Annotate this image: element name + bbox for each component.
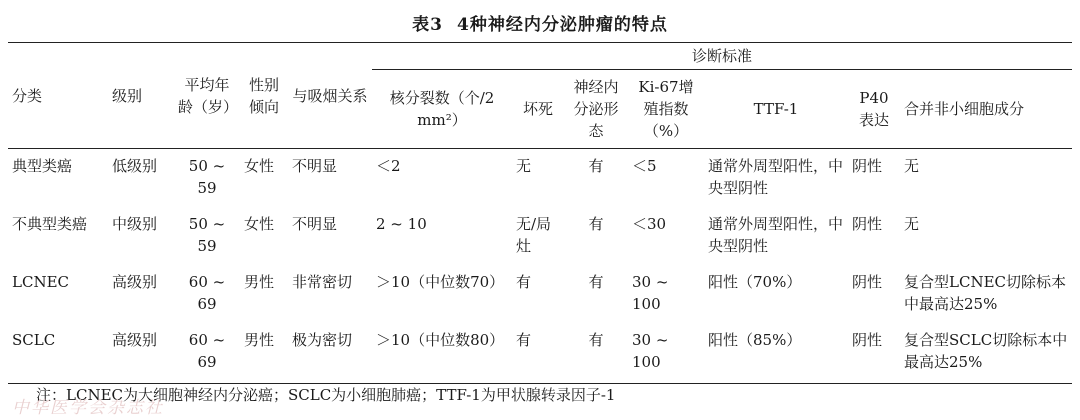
cell-ne: 有 bbox=[588, 157, 604, 175]
cell-type: SCLC bbox=[8, 323, 108, 384]
cell-gender: 男性 bbox=[240, 323, 288, 384]
cell-ttf1: 阳性（85%） bbox=[704, 323, 848, 384]
cell-smoking: 不明显 bbox=[292, 215, 338, 233]
cell-p40: 阴性 bbox=[852, 157, 883, 175]
cell-type: 典型类癌 bbox=[12, 157, 73, 175]
header-diagnosis: 诊断标准 bbox=[372, 43, 1072, 70]
cell-mitosis: ＞10（中位数70） bbox=[376, 273, 505, 291]
cell-p40: 阴性 bbox=[852, 215, 883, 233]
cell-ki67: 30 ~ 100 bbox=[632, 273, 669, 313]
table-footnote: 注：LCNEC为大细胞神经内分泌癌；SCLC为小细胞肺癌；TTF-1为甲状腺转录因子-1 bbox=[36, 386, 616, 404]
table-caption bbox=[0, 10, 1080, 35]
header-gender: 性别倾向 bbox=[240, 43, 288, 149]
table-row bbox=[8, 323, 1072, 384]
cell-necrosis: 无 bbox=[516, 157, 532, 175]
header-ne-morphology: 神经内分泌形态 bbox=[564, 70, 628, 149]
table-row bbox=[8, 265, 1072, 323]
header-classification: 分类 bbox=[8, 43, 108, 149]
header-ki67: Ki-67增殖指数（%） bbox=[628, 70, 704, 149]
cell-smoking: 极为密切 bbox=[288, 323, 372, 384]
cell-nsclc: 无 bbox=[904, 215, 920, 233]
cell-ttf1: 通常外周型阳性，中央型阴性 bbox=[708, 215, 844, 255]
cell-smoking: 不明显 bbox=[292, 157, 338, 175]
cell-gender: 男性 bbox=[244, 273, 275, 291]
header-ttf1: TTF-1 bbox=[704, 70, 848, 149]
cell-necrosis: 有 bbox=[512, 323, 564, 384]
neuroendocrine-tumor-table bbox=[8, 42, 1072, 384]
cell-nsclc: 复合型SCLC切除标本中最高达25% bbox=[900, 323, 1072, 384]
cell-p40: 阴性 bbox=[852, 273, 883, 291]
cell-ttf1: 通常外周型阳性，中央型阴性 bbox=[708, 157, 844, 197]
cell-ne: 有 bbox=[564, 323, 628, 384]
cell-necrosis: 有 bbox=[516, 273, 532, 291]
cell-ki67: 30 ~ 100 bbox=[628, 323, 704, 384]
cell-ki67: ＜30 bbox=[632, 215, 667, 233]
cell-gender: 女性 bbox=[244, 215, 275, 233]
header-necrosis: 坏死 bbox=[512, 70, 564, 149]
table-row bbox=[8, 149, 1072, 208]
cell-nsclc: 复合型LCNEC切除标本中最高达25% bbox=[904, 273, 1066, 313]
cell-nsclc: 无 bbox=[904, 157, 920, 175]
header-nsclc: 合并非小细胞成分 bbox=[900, 70, 1072, 149]
cell-ne: 有 bbox=[588, 273, 604, 291]
cell-p40: 阴性 bbox=[848, 323, 900, 384]
cell-age: 60 ~ 69 bbox=[174, 323, 240, 384]
table-number: 表3 bbox=[412, 15, 443, 35]
cell-age: 60 ~ 69 bbox=[188, 273, 226, 313]
cell-grade: 中级别 bbox=[112, 215, 158, 233]
cell-grade: 高级别 bbox=[112, 273, 158, 291]
cell-gender: 女性 bbox=[244, 157, 275, 175]
cell-ne: 有 bbox=[588, 215, 604, 233]
cell-grade: 低级别 bbox=[112, 157, 158, 175]
header-smoking: 与吸烟关系 bbox=[288, 43, 372, 149]
header-p40: P40表达 bbox=[848, 70, 900, 149]
cell-age: 50 ~ 59 bbox=[188, 215, 226, 255]
table-row bbox=[8, 207, 1072, 265]
cell-type: 不典型类癌 bbox=[12, 215, 88, 233]
table-title: 4种神经内分泌肿瘤的特点 bbox=[457, 15, 668, 35]
cell-age: 50 ~ 59 bbox=[188, 157, 226, 197]
cell-grade: 高级别 bbox=[108, 323, 174, 384]
cell-smoking: 非常密切 bbox=[292, 273, 353, 291]
cell-mitosis: 2 ~ 10 bbox=[376, 215, 427, 233]
cell-mitosis: ＜2 bbox=[376, 157, 401, 175]
cell-ki67: ＜5 bbox=[632, 157, 657, 175]
cell-type: LCNEC bbox=[12, 273, 69, 291]
cell-necrosis: 无/局灶 bbox=[516, 215, 552, 255]
header-mean-age: 平均年龄（岁） bbox=[174, 43, 240, 149]
header-grade: 级别 bbox=[108, 43, 174, 149]
cell-mitosis: ＞10（中位数80） bbox=[372, 323, 512, 384]
cell-ttf1: 阳性（70%） bbox=[708, 273, 802, 291]
publisher-watermark: 中华医学会杂志社 bbox=[12, 398, 164, 418]
header-mitosis: 核分裂数（个/2 mm²） bbox=[372, 70, 512, 149]
